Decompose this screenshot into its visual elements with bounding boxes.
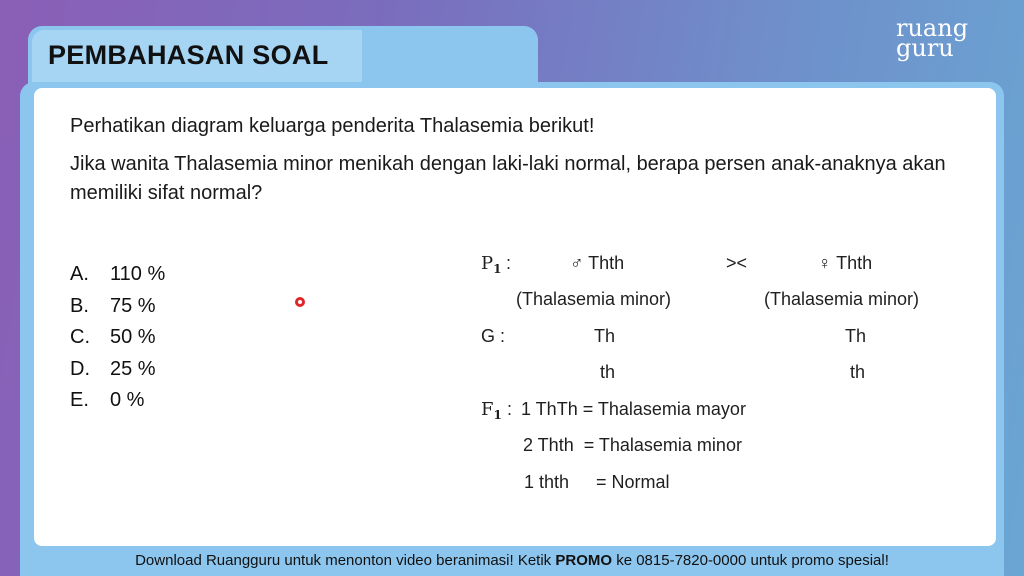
male-gamete-th-lower: th [600,362,616,382]
answer-options [70,263,165,421]
male-parent: ♂ Thth [570,253,625,273]
promo-footer: Download Ruangguru untuk menonton video beranimasi! Ketik PROMO ke 0815-7820-0000 untuk promo spesial! [135,552,889,569]
option-text: 110 % [110,263,166,285]
option-text: 0 % [110,389,145,411]
option-d [70,358,165,390]
male-phenotype: (Thalasemia minor) [516,289,672,309]
option-c [70,326,165,358]
f1-colon: : [507,399,513,419]
p1-colon: : [506,253,512,273]
gamete-label: G : [481,326,506,346]
p1-label: $P_1$ [481,253,502,276]
f1-label: $F_1$ [481,399,502,422]
f1-normal-result: = Normal [596,472,670,492]
question-text: Jika wanita Thalasemia minor menikah dengan laki-laki normal, berapa persen anak-anaknya akan memiliki sifat normal? [70,153,946,204]
f1-result-minor: 2 Thth = Thalasemia minor [523,435,742,455]
option-a [70,263,165,295]
option-e [70,389,165,421]
female-phenotype: (Thalasemia minor) [764,289,920,309]
f1-result-mayor: 1 ThTh = Thalasemia mayor [521,399,746,419]
female-gamete-th-lower: th [850,362,866,382]
option-text: 25 % [110,357,156,380]
ruangguru-logo [896,14,986,62]
option-letter: B. [70,294,89,317]
option-text: 50 % [110,326,156,348]
male-gamete-th-upper: Th [594,326,616,346]
pointer-dot [295,297,305,307]
option-letter: C. [70,326,90,348]
f1-normal-genotype: 1 thth [524,472,570,492]
option-text: 75 % [110,294,156,317]
page-title: PEMBAHASAN SOAL [48,40,329,70]
promo-keyword: PROMO [555,552,613,569]
female-parent: ♀ Thth [818,253,873,273]
cross-symbol: >< [726,253,748,273]
logo-line2: guru [896,34,954,62]
option-letter: D. [70,357,90,380]
logo-line1: ruang [896,14,969,42]
option-b [70,295,165,327]
option-letter: A. [70,263,89,285]
question-intro: Perhatikan diagram keluarga penderita Thalasemia berikut! [70,115,595,137]
option-letter: E. [70,389,89,411]
female-gamete-th-upper: Th [845,326,867,346]
